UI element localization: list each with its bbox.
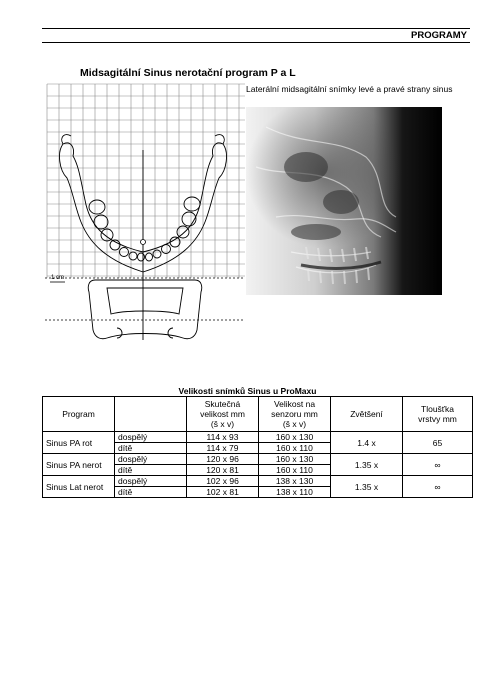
section-title: Midsagitální Sinus nerotační program P a L: [80, 67, 296, 79]
subject-cell: dospělý: [115, 432, 187, 443]
col-actual-size: Skutečná velikost mm (š x v): [187, 397, 259, 432]
header-rule-bottom: [42, 42, 470, 43]
rotation-center: [141, 240, 146, 245]
image-caption: Laterální midsagitální snímky levé a pravé strany sinus: [246, 84, 453, 94]
actual-size-cell: 114 x 93: [187, 432, 259, 443]
sensor-size-cell: 138 x 130: [259, 476, 331, 487]
jaw-grid-diagram: [45, 82, 245, 347]
bite-block: [88, 280, 202, 339]
header-rule-top: [42, 28, 470, 29]
magnification-cell: 1.35 x: [331, 454, 403, 476]
sinus-xray-image: [246, 107, 442, 295]
table-row: [43, 454, 473, 465]
actual-size-cell: 114 x 79: [187, 443, 259, 454]
sensor-size-cell: 160 x 130: [259, 432, 331, 443]
col-magnification: Zvětšení: [331, 397, 403, 432]
sensor-size-cell: 160 x 130: [259, 454, 331, 465]
image-size-table: [42, 396, 473, 498]
scale-label: 1 cm: [51, 275, 65, 281]
actual-size-cell: 120 x 81: [187, 465, 259, 476]
table-title: Velikosti snímků Sinus u ProMaxu: [178, 386, 317, 396]
table-header-row: [43, 397, 473, 432]
col-sensor-size: Velikost na senzoru mm (š x v): [259, 397, 331, 432]
magnification-cell: 1.4 x: [331, 432, 403, 454]
program-cell: Sinus PA rot: [43, 432, 115, 454]
col-subject: [115, 397, 187, 432]
col-thickness: Tloušťka vrstvy mm: [403, 397, 473, 432]
subject-cell: dítě: [115, 443, 187, 454]
page-header-title: PROGRAMY: [411, 30, 467, 41]
magnification-cell: 1.35 x: [331, 476, 403, 498]
subject-cell: dítě: [115, 465, 187, 476]
actual-size-cell: 102 x 81: [187, 487, 259, 498]
thickness-cell: 65: [403, 432, 473, 454]
actual-size-cell: 120 x 96: [187, 454, 259, 465]
thickness-cell: ∞: [403, 476, 473, 498]
table-row: [43, 432, 473, 443]
col-program: Program: [43, 397, 115, 432]
subject-cell: dítě: [115, 487, 187, 498]
program-cell: Sinus PA nerot: [43, 454, 115, 476]
program-cell: Sinus Lat nerot: [43, 476, 115, 498]
thickness-cell: ∞: [403, 454, 473, 476]
subject-cell: dospělý: [115, 454, 187, 465]
sensor-size-cell: 160 x 110: [259, 443, 331, 454]
sensor-size-cell: 138 x 110: [259, 487, 331, 498]
actual-size-cell: 102 x 96: [187, 476, 259, 487]
subject-cell: dospělý: [115, 476, 187, 487]
sensor-size-cell: 160 x 110: [259, 465, 331, 476]
table-row: [43, 476, 473, 487]
